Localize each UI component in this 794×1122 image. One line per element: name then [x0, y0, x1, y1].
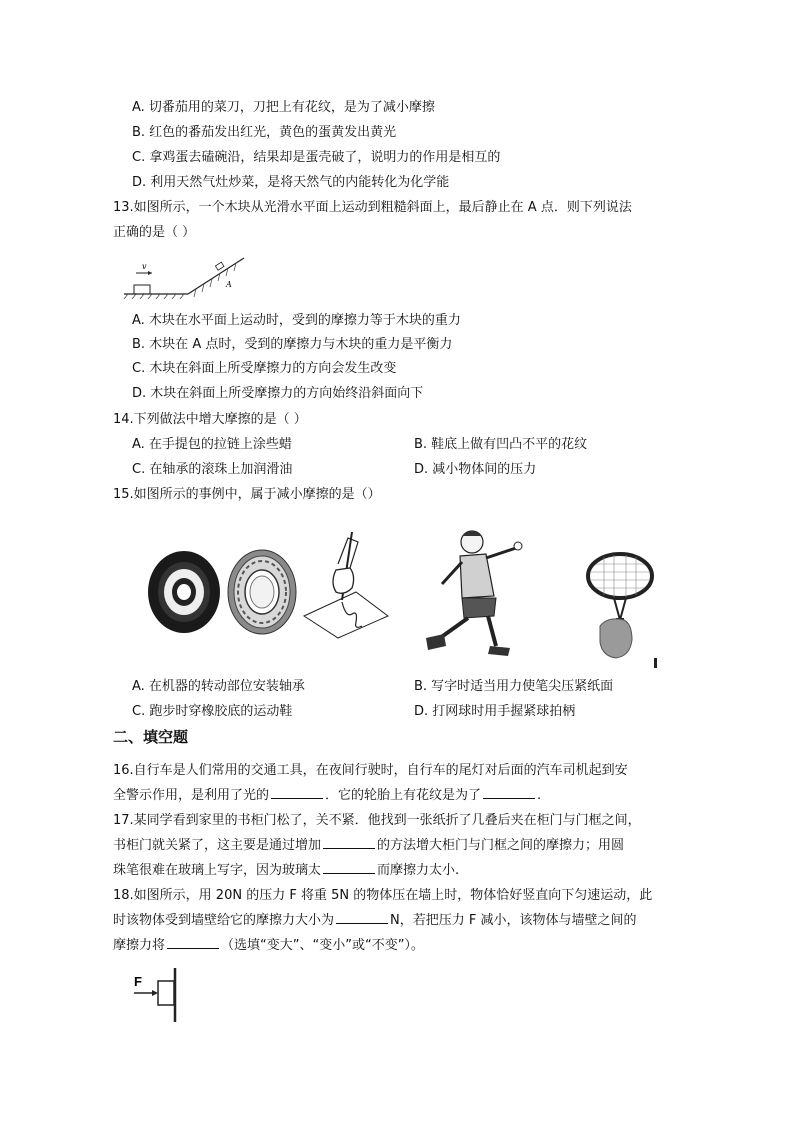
block-icon	[158, 981, 174, 1005]
pen-writing-image	[300, 530, 392, 640]
q14-option-c: C. 在轴承的滚珠上加润滑油	[132, 462, 293, 477]
q12-option-d: D. 利用天然气灶炒菜，是将天然气的内能转化为化学能	[132, 175, 450, 190]
q17-line1: 17.某同学看到家里的书柜门松了，关不紧．他找到一张纸折了几叠后夹在柜门与门框之间，	[113, 813, 641, 828]
q17-line3b: 而摩擦力太小.	[377, 863, 460, 878]
q17-blank-1[interactable]	[323, 836, 375, 849]
q15-stem: 15.如图所示的事例中，属于减小摩擦的是（）	[113, 487, 381, 502]
q15-option-b: B. 写字时适当用力使笔尖压紧纸面	[414, 679, 614, 694]
q18-line3a: 摩擦力将	[113, 938, 166, 953]
q16-line1: 16.自行车是人们常用的交通工具，在夜间行驶时，自行车的尾灯对后面的汽车司机起到安	[113, 763, 628, 778]
q18-wall-force-figure	[132, 966, 184, 1024]
q13-fig-v-label: v	[142, 262, 147, 271]
q18-blank-1[interactable]	[336, 911, 388, 924]
q18-line2a: 时该物体受到墙壁给它的摩擦力大小为	[113, 913, 335, 928]
bearing-roller-image	[222, 546, 304, 638]
q18-line3b: （选填“变大”、“变小”或“不变”）。	[221, 938, 424, 953]
q13-option-c: C. 木块在斜面上所受摩擦力的方向会发生改变	[132, 361, 397, 376]
q14-option-a: A. 在手提包的拉链上涂些蜡	[132, 437, 292, 452]
q12-option-a: A. 切番茄用的菜刀，刀把上有花纹，是为了减小摩擦	[132, 100, 435, 115]
tennis-racket-image	[580, 550, 660, 668]
q13-fig-a-label: A	[226, 280, 232, 289]
q16-blank-1[interactable]	[271, 786, 323, 799]
arrow-right-icon	[152, 990, 158, 996]
wood-block-icon	[134, 285, 150, 294]
q13-stem-line2: 正确的是（ ）	[113, 225, 196, 240]
q18-fig-f-label: F	[134, 974, 142, 989]
q13-option-b: B. 木块在 A 点时，受到的摩擦力与木块的重力是平衡力	[132, 337, 453, 352]
q15-option-a: A. 在机器的转动部位安装轴承	[132, 679, 305, 694]
q14-option-d: D. 减小物体间的压力	[414, 462, 537, 477]
q18-line1: 18.如图所示，用 20N 的压力 F 将重 5N 的物体压在墙上时，物体恰好竖直向下匀速运动，此	[113, 888, 653, 903]
q18-blank-2[interactable]	[167, 936, 219, 949]
section-title-fill-in: 二、填空题	[113, 728, 189, 746]
q13-option-a: A. 木块在水平面上运动时，受到的摩擦力等于木块的重力	[132, 313, 461, 328]
bearing-black-image	[143, 548, 225, 636]
q17-line3a: 珠笔很难在玻璃上写字，因为玻璃太	[113, 863, 322, 878]
q13-stem-line1: 13.如图所示，一个木块从光滑水平面上运动到粗糙斜面上，最后静止在 A 点．则下列说法	[113, 200, 632, 215]
runner-image	[416, 526, 526, 666]
q16-blank-2[interactable]	[483, 786, 535, 799]
q13-incline-figure	[120, 252, 252, 300]
q17-blank-2[interactable]	[323, 861, 375, 874]
q14-option-b: B. 鞋底上做有凹凸不平的花纹	[414, 437, 588, 452]
q16-line2a: 全警示作用，是利用了光的	[113, 788, 270, 803]
q15-option-d: D. 打网球时用手握紧球拍柄	[414, 704, 576, 719]
q12-option-b: B. 红色的番茄发出红光，黄色的蛋黄发出黄光	[132, 125, 397, 140]
q15-option-c: C. 跑步时穿橡胶底的运动鞋	[132, 704, 293, 719]
q17-line2b: 的方法增大柜门与门框之间的摩擦力；用圆	[377, 838, 625, 853]
q13-option-d: D. 木块在斜面上所受摩擦力的方向始终沿斜面向下	[132, 386, 424, 401]
q18-line2b: N，若把压力 F 减小，该物体与墙壁之间的	[390, 913, 637, 928]
q17-line2	[113, 836, 624, 856]
q18-line3	[113, 936, 424, 956]
q16-line2c: .	[537, 788, 542, 803]
q17-line2a: 书柜门就关紧了，这主要是通过增加	[113, 838, 322, 853]
q16-line2	[113, 786, 541, 806]
q16-line2b: ．它的轮胎上有花纹是为了	[325, 788, 482, 803]
q14-stem: 14.下列做法中增大摩擦的是（ ）	[113, 412, 307, 427]
q12-option-c: C. 拿鸡蛋去磕碗沿，结果却是蛋壳破了，说明力的作用是相互的	[132, 150, 501, 165]
q17-line3	[113, 861, 459, 881]
q18-line2	[113, 911, 636, 931]
